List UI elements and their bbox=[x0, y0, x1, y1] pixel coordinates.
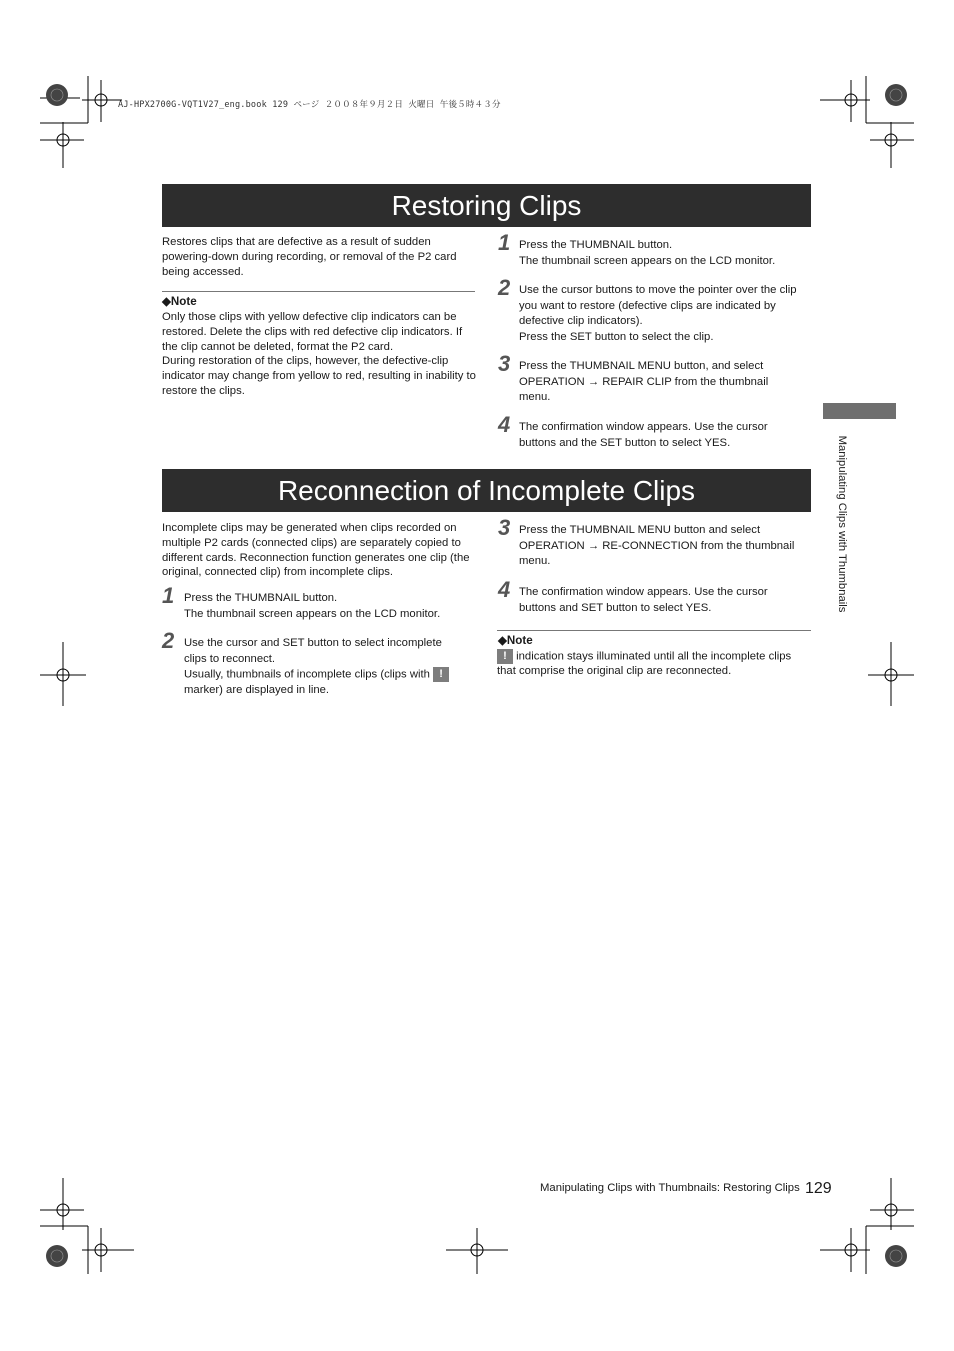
step-line: defective clip indicators). bbox=[519, 315, 643, 328]
note-divider bbox=[162, 291, 475, 292]
reconnect-step-1-text bbox=[184, 591, 479, 622]
step-number: 4 bbox=[498, 412, 511, 437]
step-4-text bbox=[519, 420, 814, 451]
step-1-text bbox=[519, 238, 814, 269]
step-line: The thumbnail screen appears on the LCD monitor. bbox=[184, 607, 441, 620]
step-line: menu. bbox=[519, 391, 551, 404]
reconnect-step-4-text bbox=[519, 585, 814, 616]
note-line: ! indication stays illuminated until all the incomplete clips bbox=[497, 649, 813, 664]
chapter-tab bbox=[823, 403, 896, 419]
incomplete-clip-marker-icon: ! bbox=[497, 649, 513, 664]
diamond-icon: ◆ bbox=[162, 295, 171, 308]
step-3-text bbox=[519, 359, 814, 406]
step-line: The confirmation window appears. Use the cursor bbox=[519, 586, 768, 598]
step-line: Usually, thumbnails of incomplete clips (clips with ! bbox=[184, 667, 479, 683]
reconnection-intro: Incomplete clips may be generated when clips recorded on multiple P2 cards (connected clips) are separately copied to different cards. Reconnection function generates one clip (the original, connected clip) from incomplete clips. bbox=[162, 522, 470, 579]
reconnect-step-2-text bbox=[184, 636, 479, 699]
step-line: buttons and the SET button to select YES. bbox=[519, 436, 731, 449]
note-divider bbox=[497, 630, 811, 631]
step-line: marker) are displayed in line. bbox=[184, 684, 330, 697]
step-line: The thumbnail screen appears on the LCD monitor. bbox=[519, 254, 776, 267]
step-number: 3 bbox=[498, 351, 511, 376]
note-line: During restoration of the clips, however, the defective-clip indicator may change from yellow to red, resulting in inability to restore the clips. bbox=[162, 355, 476, 397]
step-number: 3 bbox=[498, 515, 511, 540]
reconnect-step-3-text bbox=[519, 523, 814, 570]
step-line: OPERATION → REPAIR CLIP from the thumbnail bbox=[519, 375, 769, 388]
note-heading: ◆Note bbox=[162, 295, 197, 308]
incomplete-clip-marker-icon: ! bbox=[433, 667, 449, 682]
note-line: Only those clips with yellow defective clip indicators can be restored. Delete the clips with red defective clip indicators. If the clip cannot be deleted, format the P2 card. bbox=[162, 311, 463, 353]
step-line: Press the THUMBNAIL MENU button and select bbox=[519, 524, 761, 536]
step-line: you want to restore (defective clips are indicated by bbox=[519, 299, 776, 312]
step-line: Press the THUMBNAIL button. bbox=[519, 239, 673, 251]
page-number: 129 bbox=[805, 1180, 832, 1197]
section-title-reconnection: Reconnection of Incomplete Clips bbox=[162, 469, 811, 512]
restoring-intro: Restores clips that are defective as a result of sudden powering-down during recording, or removal of the P2 card being accessed. bbox=[162, 236, 457, 278]
note-heading: ◆Note bbox=[498, 634, 533, 647]
step-number: 1 bbox=[162, 583, 175, 608]
step-number: 2 bbox=[498, 275, 511, 300]
section-title-restoring-clips: Restoring Clips bbox=[162, 184, 811, 227]
reconnection-note bbox=[497, 649, 813, 679]
step-line: Use the cursor and SET button to select incomplete bbox=[184, 637, 442, 649]
footer-section-title: Manipulating Clips with Thumbnails: Restoring Clips bbox=[540, 1182, 800, 1194]
step-number: 1 bbox=[498, 230, 511, 255]
step-2-text bbox=[519, 283, 814, 345]
step-line: Use the cursor buttons to move the pointer over the clip bbox=[519, 284, 797, 296]
step-line: The confirmation window appears. Use the cursor bbox=[519, 421, 768, 433]
diamond-icon: ◆ bbox=[498, 634, 507, 647]
step-line: Press the SET button to select the clip. bbox=[519, 330, 714, 343]
print-file-info: AJ-HPX2700G-VQT1V27_eng.book 129 ページ ２００８年９月２日 火曜日 午後５時４３分 bbox=[118, 100, 501, 110]
restoring-note bbox=[162, 310, 478, 399]
step-line: Press the THUMBNAIL MENU button, and select bbox=[519, 360, 764, 372]
note-line: that comprise the original clip are reconnected. bbox=[497, 665, 732, 678]
step-line: OPERATION → RE-CONNECTION from the thumbnail bbox=[519, 539, 795, 552]
step-line: clips to reconnect. bbox=[184, 652, 276, 665]
step-number: 4 bbox=[498, 577, 511, 602]
step-line: buttons and SET button to select YES. bbox=[519, 601, 712, 614]
step-line: menu. bbox=[519, 555, 551, 568]
step-number: 2 bbox=[162, 628, 175, 653]
step-line: Press the THUMBNAIL button. bbox=[184, 592, 338, 604]
